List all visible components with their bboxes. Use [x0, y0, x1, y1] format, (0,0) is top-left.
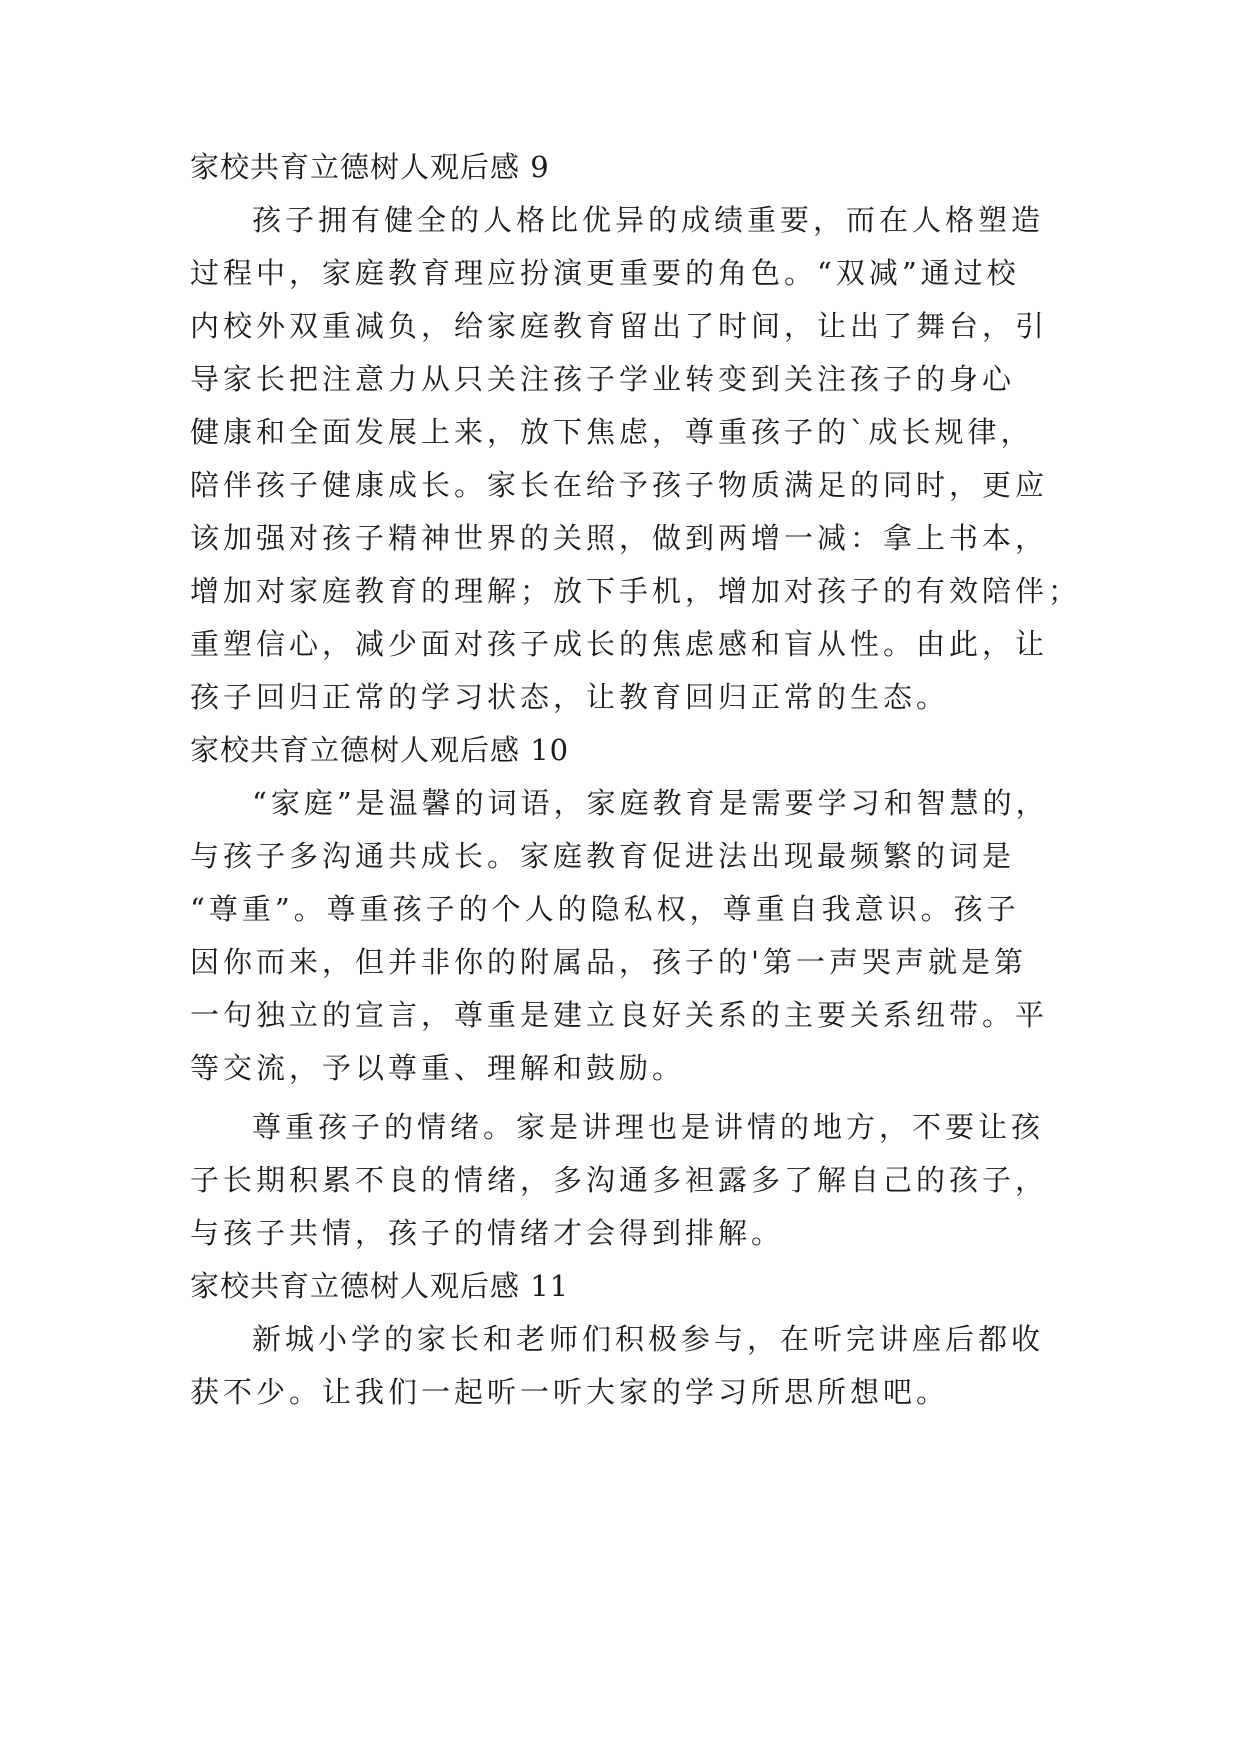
paragraph-line: 重塑信心，减少面对孩子成长的焦虑感和盲从性。由此，让 [190, 627, 1049, 661]
paragraph-line: “家庭”是温馨的词语，家庭教育是需要学习和智慧的， [252, 786, 1049, 820]
paragraph-line: 陪伴孩子健康成长。家长在给予孩子物质满足的同时，更应 [190, 468, 1049, 502]
paragraph-line: 尊重孩子的情绪。家是讲理也是讲情的地方，不要让孩 [252, 1110, 1045, 1144]
paragraph-line: 子长期积累不良的情绪，多沟通多袒露多了解自己的孩子， [190, 1163, 1049, 1197]
paragraph-line: 增加对家庭教育的理解；放下手机，增加对孩子的有效陪伴； [190, 574, 1082, 608]
paragraph-line: 获不少。让我们一起听一听大家的学习所思所想吧。 [190, 1375, 950, 1409]
paragraph-line: 过程中，家庭教育理应扮演更重要的角色。“双减”通过校 [190, 256, 1020, 290]
paragraph-line: 内校外双重减负，给家庭教育留出了时间，让出了舞台，引 [190, 309, 1049, 343]
section-title: 家校共育立德树人观后感 9 [190, 150, 550, 184]
paragraph-line: 因你而来，但并非你的附属品，孩子的'第一声哭声就是第 [190, 945, 1027, 979]
paragraph-line: 健康和全面发展上来，放下焦虑，尊重孩子的`成长规律， [190, 415, 1034, 449]
paragraph-line: 等交流，予以尊重、理解和鼓励。 [190, 1051, 686, 1085]
section-title: 家校共育立德树人观后感 10 [190, 733, 570, 767]
paragraph-line: 与孩子共情，孩子的情绪才会得到排解。 [190, 1216, 785, 1250]
paragraph-line: 该加强对孩子精神世界的关照，做到两增一减：拿上书本， [190, 521, 1049, 555]
paragraph-line: 一句独立的宣言，尊重是建立良好关系的主要关系纽带。平 [190, 998, 1049, 1032]
paragraph-line: 孩子拥有健全的人格比优异的成绩重要，而在人格塑造 [252, 203, 1045, 237]
paragraph-line: “尊重”。尊重孩子的个人的隐私权，尊重自我意识。孩子 [190, 892, 1020, 926]
section-title: 家校共育立德树人观后感 11 [190, 1269, 570, 1303]
paragraph-line: 导家长把注意力从只关注孩子学业转变到关注孩子的身心 [190, 362, 1016, 396]
paragraph-line: 新城小学的家长和老师们积极参与，在听完讲座后都收 [252, 1322, 1045, 1356]
paragraph-line: 与孩子多沟通共成长。家庭教育促进法出现最频繁的词是 [190, 839, 1016, 873]
paragraph-line: 孩子回归正常的学习状态，让教育回归正常的生态。 [190, 680, 950, 714]
